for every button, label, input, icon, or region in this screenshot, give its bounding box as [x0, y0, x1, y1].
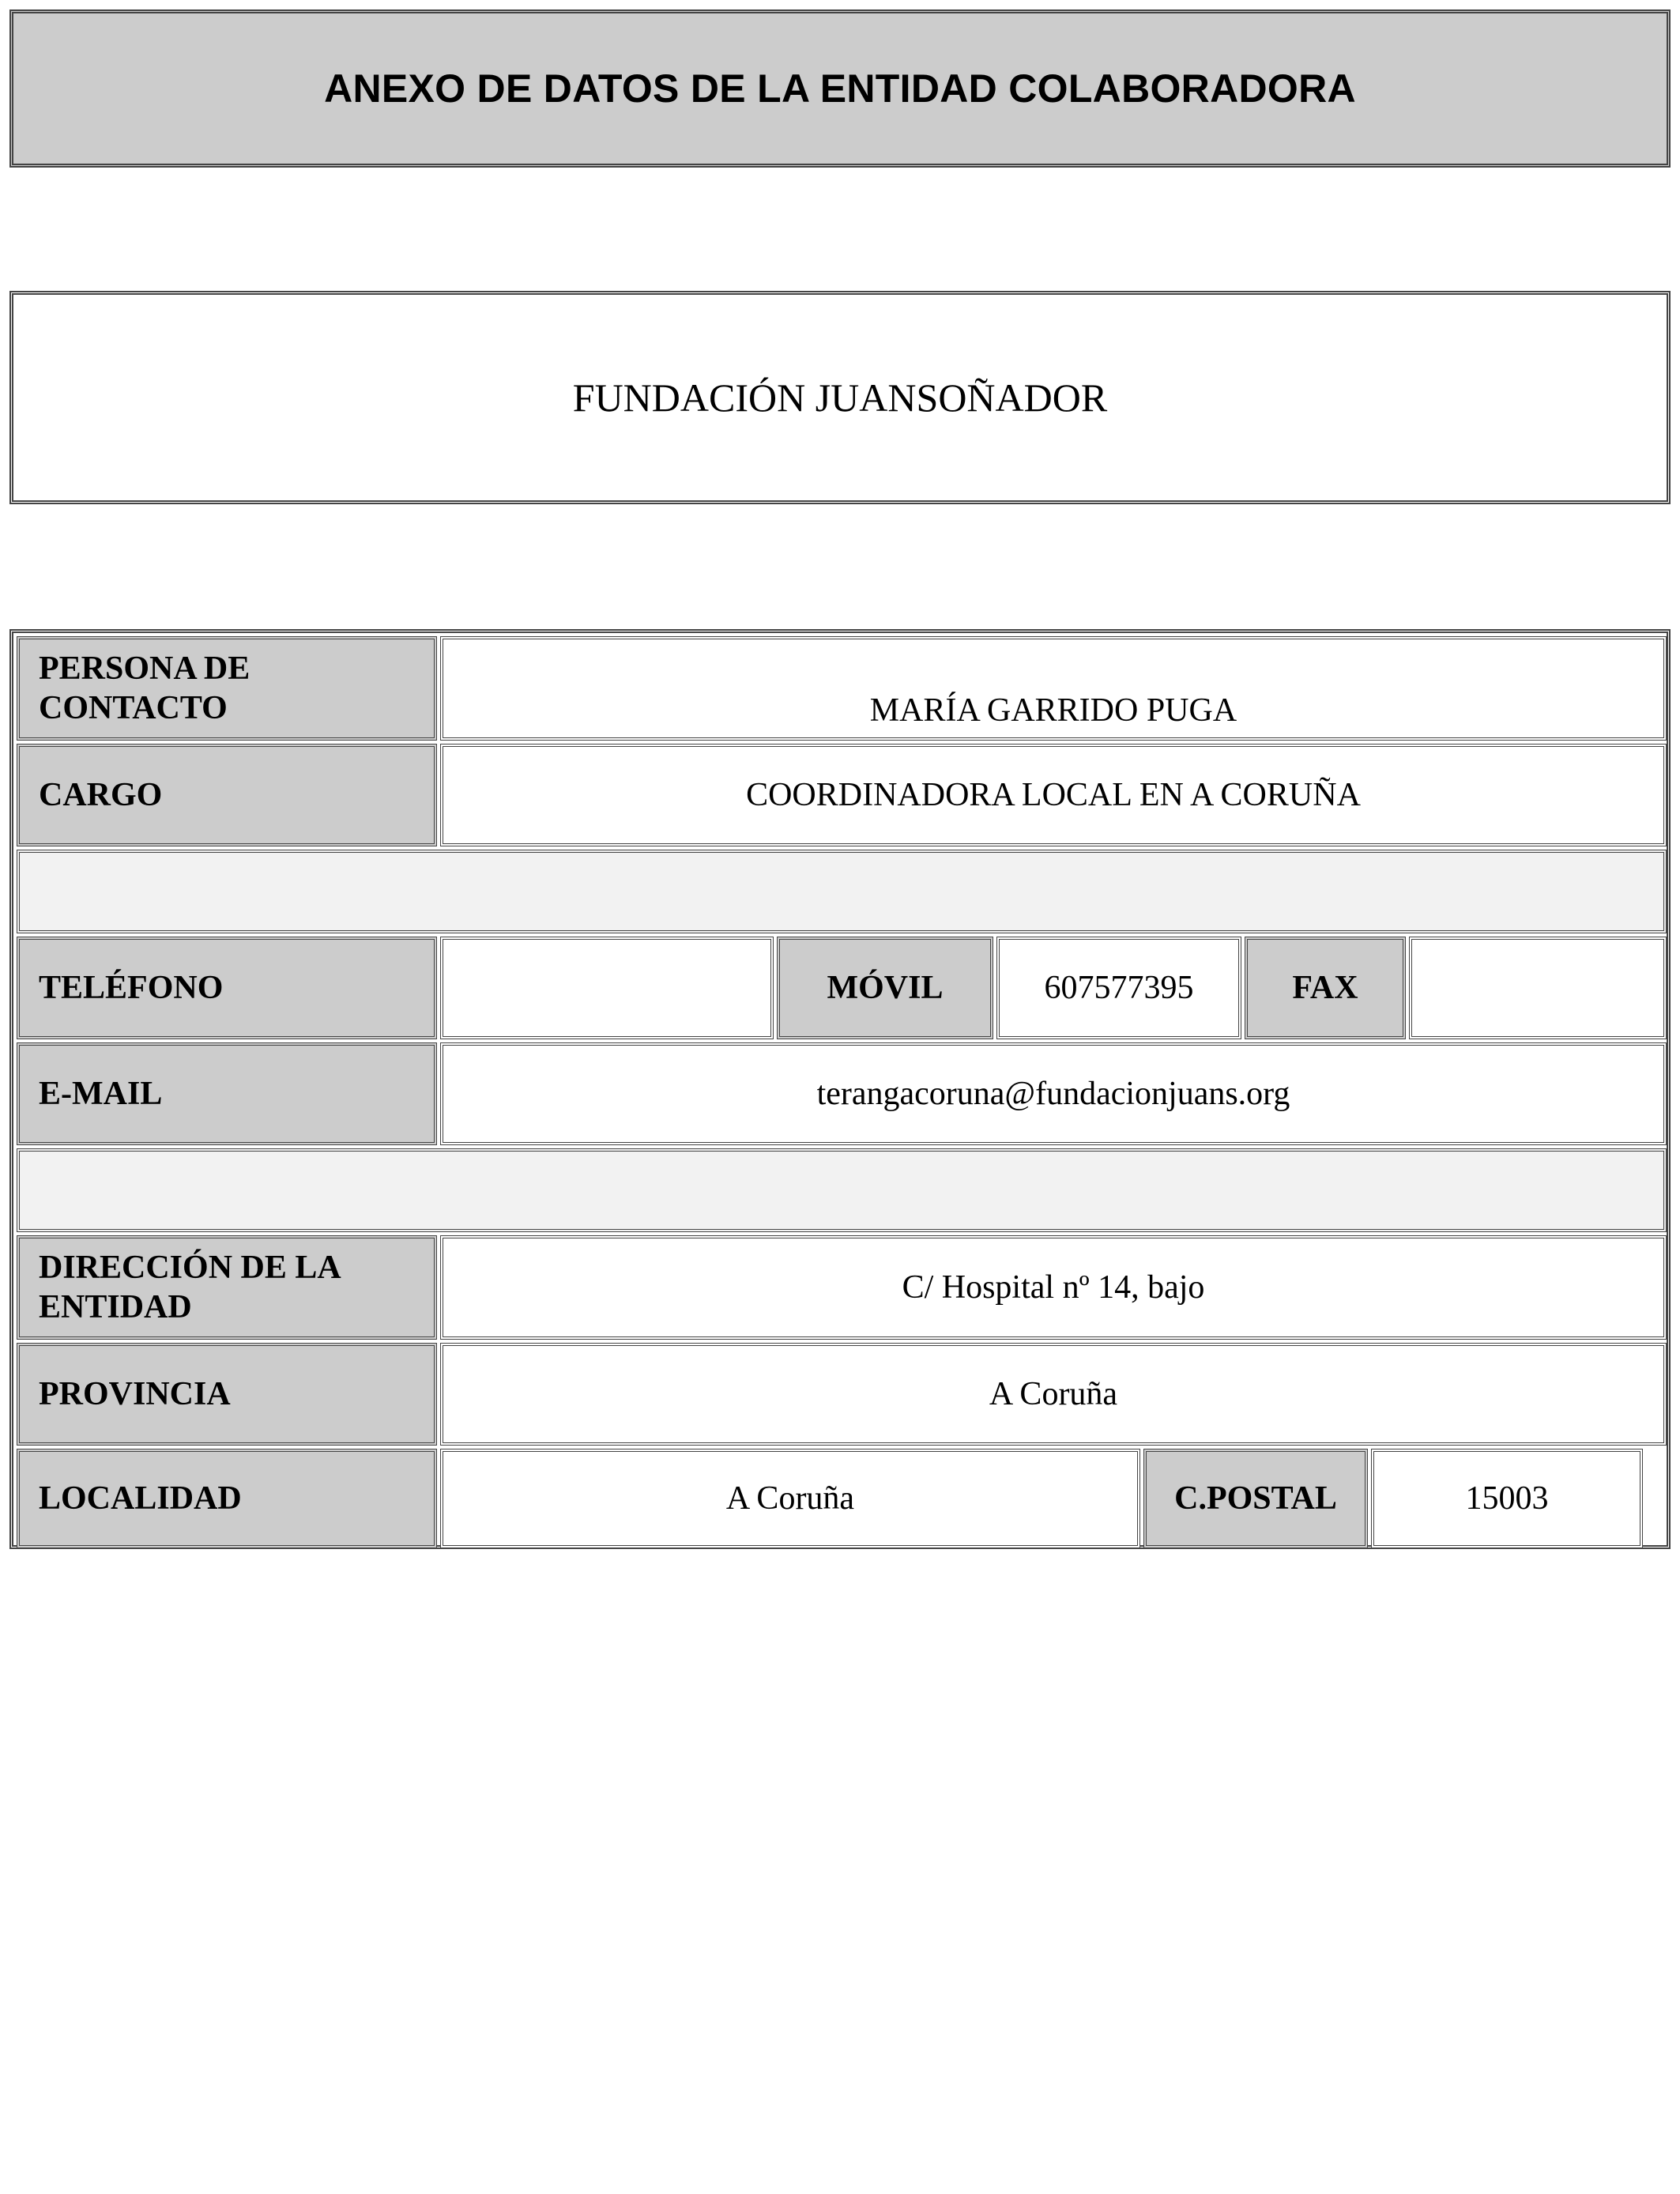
contact-label-text: PERSONA DE CONTACTO — [39, 650, 250, 726]
email-value-text: terangacoruna@fundacionjuans.org — [816, 1076, 1290, 1112]
phone-label-text: TELÉFONO — [39, 970, 224, 1006]
postal-value-text: 15003 — [1465, 1480, 1549, 1517]
page-title: ANEXO DE DATOS DE LA ENTIDAD COLABORADORA — [324, 66, 1356, 111]
locality-label-text: LOCALIDAD — [39, 1480, 242, 1517]
postal-value — [1371, 1449, 1643, 1548]
contact-value-text: MARÍA GARRIDO PUGA — [869, 692, 1237, 729]
postal-label — [1143, 1449, 1368, 1548]
locality-value-text: A Coruña — [725, 1480, 855, 1517]
mobile-label — [777, 937, 993, 1039]
spacer-row — [17, 850, 1667, 933]
spacer-row — [17, 1148, 1667, 1232]
mobile-value — [996, 937, 1241, 1039]
locality-label — [17, 1449, 437, 1548]
mobile-value-text: 607577395 — [1044, 970, 1194, 1006]
fax-value — [1409, 937, 1667, 1039]
email-value — [440, 1042, 1667, 1145]
email-label — [17, 1042, 437, 1145]
address-label — [17, 1235, 437, 1340]
contact-data-form — [9, 629, 1671, 1549]
cargo-value-text: COORDINADORA LOCAL EN A CORUÑA — [746, 777, 1361, 813]
cargo-label-text: CARGO — [39, 777, 163, 813]
contact-label — [17, 636, 437, 741]
locality-value — [440, 1449, 1140, 1548]
fax-label — [1245, 937, 1406, 1039]
title-banner — [9, 9, 1671, 168]
fax-label-text: FAX — [1292, 970, 1358, 1006]
email-label-text: E-MAIL — [39, 1076, 163, 1112]
postal-label-text: C.POSTAL — [1174, 1480, 1337, 1517]
mobile-label-text: MÓVIL — [827, 970, 944, 1006]
province-label-text: PROVINCIA — [39, 1376, 231, 1412]
phone-label — [17, 937, 437, 1039]
entity-name-box — [9, 291, 1671, 504]
province-value-text: A Coruña — [989, 1376, 1118, 1412]
address-value — [440, 1235, 1667, 1340]
province-label — [17, 1343, 437, 1446]
contact-value — [440, 636, 1667, 741]
cargo-value — [440, 744, 1667, 846]
province-value — [440, 1343, 1667, 1446]
phone-value — [440, 937, 774, 1039]
cargo-label — [17, 744, 437, 846]
address-label-text: DIRECCIÓN DE LA ENTIDAD — [39, 1250, 340, 1325]
address-value-text: C/ Hospital nº 14, bajo — [902, 1269, 1205, 1306]
entity-name: FUNDACIÓN JUANSOÑADOR — [572, 375, 1108, 420]
